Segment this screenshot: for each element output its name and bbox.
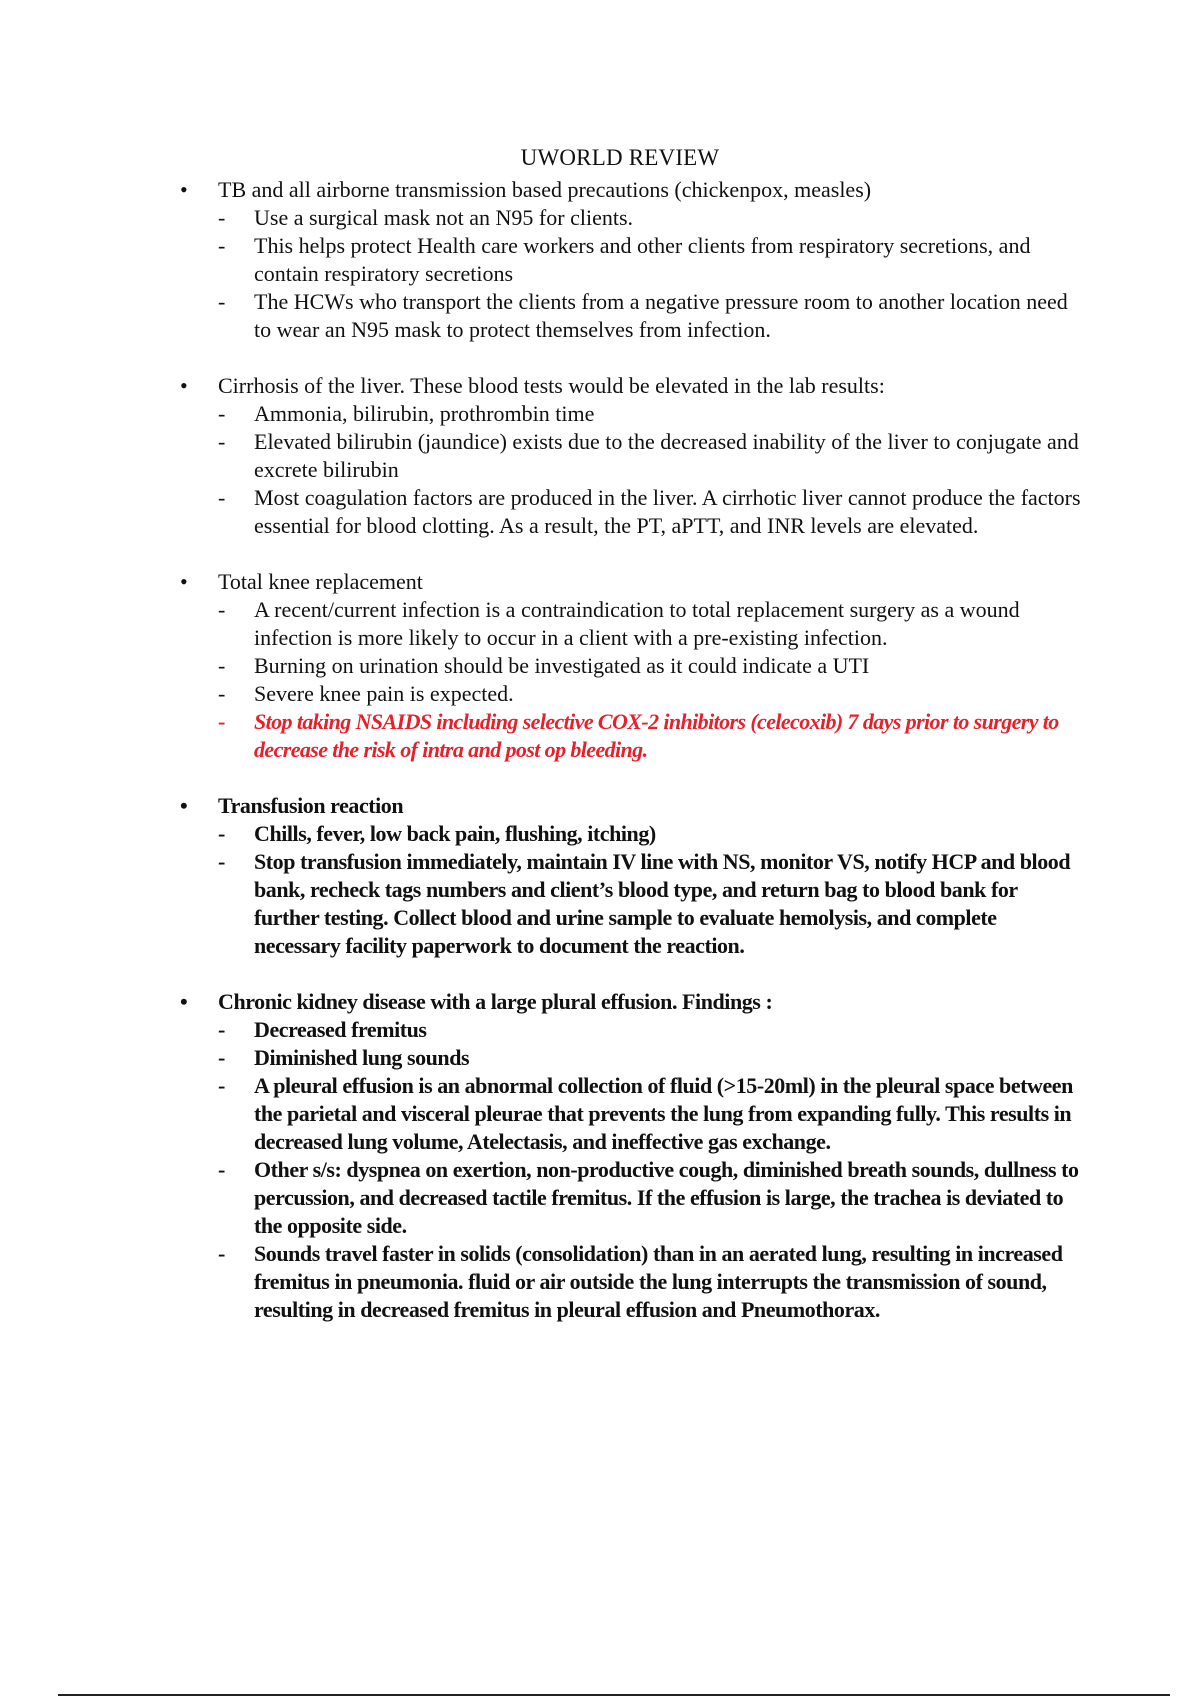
list-item [180, 820, 1085, 848]
item-list [180, 596, 1085, 764]
page-title: UWORLD REVIEW [520, 145, 720, 170]
list-item-text: The HCWs who transport the clients from a negative pressure room to another location need to wear an N95 mask to protect themselves from infection. [254, 289, 1068, 342]
dash-icon: - [218, 597, 226, 622]
list-item-text: Decreased fremitus [254, 1017, 427, 1042]
list-item-text: A recent/current infection is a contraindication to total replacement surgery as a wound infection is more likely to occur in a client with a pre-existing infection. [254, 597, 1020, 650]
bullet-icon: • [180, 569, 188, 594]
list-item-text: Diminished lung sounds [254, 1045, 470, 1070]
list-item [180, 288, 1085, 344]
dash-icon: - [218, 1017, 225, 1042]
section-tb-precautions [180, 176, 1085, 344]
dash-icon: - [218, 1241, 225, 1266]
highlighted-note-text: Stop taking NSAIDS including selective COX-2 inhibitors (celecoxib) 7 days prior to surgery to decrease the risk of intra and post op bleeding. [254, 709, 1059, 762]
dash-icon: - [218, 233, 226, 258]
section-heading-text: Total knee replacement [218, 569, 423, 594]
list-item [180, 1156, 1085, 1240]
dash-icon: - [218, 1045, 225, 1070]
list-item [180, 1016, 1085, 1044]
dash-icon: - [218, 821, 225, 846]
highlighted-note [180, 708, 1085, 764]
section-heading-text: TB and all airborne transmission based precautions (chickenpox, measles) [218, 177, 872, 202]
list-item [180, 484, 1085, 540]
section-heading [180, 372, 1085, 400]
dash-icon: - [218, 485, 226, 510]
dash-icon: - [218, 289, 226, 314]
list-item-text: Sounds travel faster in solids (consolidation) than in an aerated lung, resulting in increased fremitus in pneumonia. fluid or air outside the lung interrupts the transmission of sound, resulting in decreased fremitus in pleural effusion and Pneumothorax. [254, 1241, 1063, 1322]
dash-icon: - [218, 709, 225, 734]
dash-icon: - [218, 1157, 225, 1182]
section-heading-text: Transfusion reaction [218, 793, 404, 818]
list-item [180, 1240, 1085, 1324]
section-heading-text: Chronic kidney disease with a large plural effusion. Findings : [218, 989, 773, 1014]
list-item-text: Ammonia, bilirubin, prothrombin time [254, 401, 595, 426]
list-item-text: This helps protect Health care workers and other clients from respiratory secretions, and contain respiratory secretions [254, 233, 1031, 286]
section-transfusion-reaction [180, 792, 1085, 960]
bullet-icon: • [180, 793, 188, 818]
list-item [180, 204, 1085, 232]
dash-icon: - [218, 429, 226, 454]
section-heading [180, 988, 1085, 1016]
list-item-text: Other s/s: dyspnea on exertion, non-productive cough, diminished breath sounds, dullness to percussion, and decreased tactile fremitus. If the effusion is large, the trachea is deviated to the opposite side. [254, 1157, 1079, 1238]
section-knee-replacement [180, 568, 1085, 764]
list-item-text: Most coagulation factors are produced in the liver. A cirrhotic liver cannot produce the factors essential for blood clotting. As a result, the PT, aPTT, and INR levels are elevated. [254, 485, 1081, 538]
list-item [180, 428, 1085, 484]
item-list [180, 1016, 1085, 1324]
section-heading-text: Cirrhosis of the liver. These blood tests would be elevated in the lab results: [218, 373, 885, 398]
list-item [180, 232, 1085, 288]
section-heading [180, 176, 1085, 204]
item-list [180, 400, 1085, 540]
list-item [180, 680, 1085, 708]
list-item-text: Chills, fever, low back pain, flushing, itching) [254, 821, 656, 846]
bullet-icon: • [180, 989, 188, 1014]
document-body [180, 176, 1085, 1352]
dash-icon: - [218, 849, 225, 874]
footer-divider [58, 1694, 1170, 1696]
list-item [180, 652, 1085, 680]
list-item [180, 596, 1085, 652]
dash-icon: - [218, 401, 226, 426]
dash-icon: - [218, 205, 226, 230]
section-pleural-effusion [180, 988, 1085, 1324]
list-item [180, 1072, 1085, 1156]
list-item-text: Stop transfusion immediately, maintain IV line with NS, monitor VS, notify HCP and blood bank, recheck tags numbers and client’s blood type, and return bag to blood bank for further testing. Collect blood and urine sample to evaluate hemolysis, and complete necessary facility paperwork to document the reaction. [254, 849, 1071, 958]
item-list [180, 204, 1085, 344]
dash-icon: - [218, 681, 226, 706]
list-item-text: A pleural effusion is an abnormal collection of fluid (>15-20ml) in the pleural space between the parietal and visceral pleurae that prevents the lung from expanding fully. This results in decreased lung volume, Atelectasis, and ineffective gas exchange. [254, 1073, 1073, 1154]
list-item [180, 1044, 1085, 1072]
bullet-icon: • [180, 177, 188, 202]
list-item-text: Burning on urination should be investigated as it could indicate a UTI [254, 653, 870, 678]
dash-icon: - [218, 1073, 225, 1098]
bullet-icon: • [180, 373, 188, 398]
item-list [180, 820, 1085, 960]
section-heading [180, 792, 1085, 820]
list-item [180, 848, 1085, 960]
section-cirrhosis [180, 372, 1085, 540]
dash-icon: - [218, 653, 226, 678]
list-item-text: Elevated bilirubin (jaundice) exists due to the decreased inability of the liver to conjugate and excrete bilirubin [254, 429, 1079, 482]
section-heading [180, 568, 1085, 596]
list-item [180, 400, 1085, 428]
list-item-text: Use a surgical mask not an N95 for clients. [254, 205, 634, 230]
list-item-text: Severe knee pain is expected. [254, 681, 514, 706]
